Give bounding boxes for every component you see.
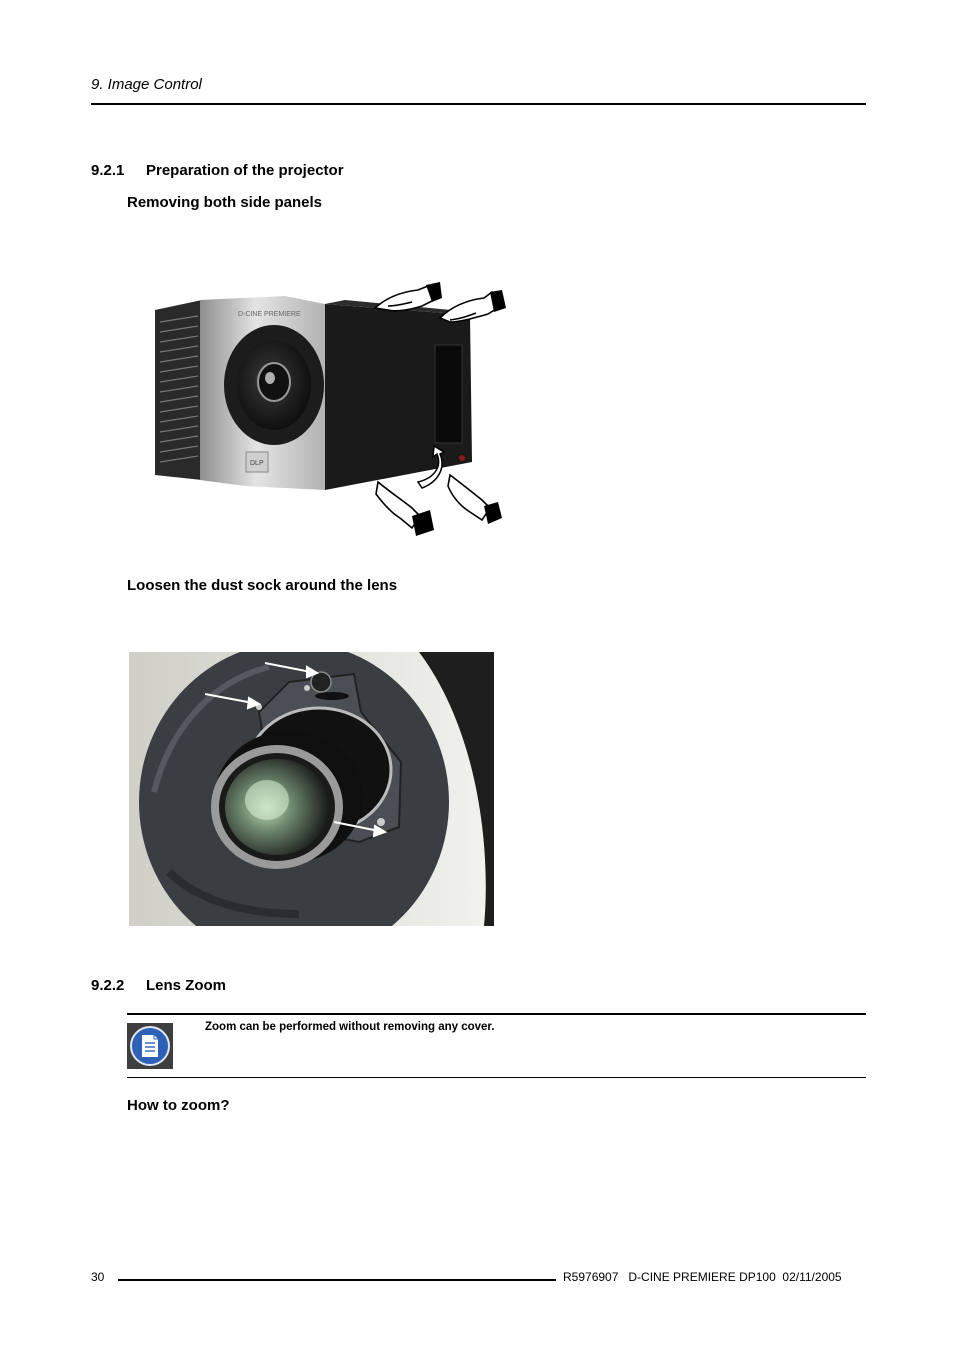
footer-rule: [118, 1279, 556, 1281]
note-text: Zoom can be performed without removing any cover.: [205, 1021, 495, 1033]
footer-document-info: R5976907 D-CINE PREMIERE DP100 02/11/2005: [563, 1270, 842, 1284]
section-number: 9.2.2: [91, 977, 125, 994]
step-title-remove-panels: Removing both side panels: [127, 194, 323, 211]
projector-brand-text: D-CINE PREMIERE: [238, 311, 301, 318]
section-title: Lens Zoom: [146, 977, 227, 994]
step-title-how-to-zoom: How to zoom?: [127, 1097, 230, 1114]
chapter-header: 9. Image Control: [91, 76, 202, 93]
header-rule: [91, 103, 866, 105]
section-number: 9.2.1: [91, 162, 125, 179]
projector-side-panels-image: [150, 270, 510, 545]
note-bottom-rule: [127, 1077, 866, 1078]
lens-dust-sock-image: [129, 652, 494, 926]
section-title: Preparation of the projector: [146, 162, 344, 179]
page-number: 30: [91, 1270, 105, 1284]
note-top-rule: [127, 1013, 866, 1015]
section-heading-9-2-2: [91, 977, 226, 994]
section-heading-9-2-1: [91, 162, 344, 179]
projector-badge-text: DLP: [250, 460, 264, 467]
step-title-loosen-dust-sock: Loosen the dust sock around the lens: [127, 577, 398, 594]
document-note-icon: [127, 1023, 173, 1069]
